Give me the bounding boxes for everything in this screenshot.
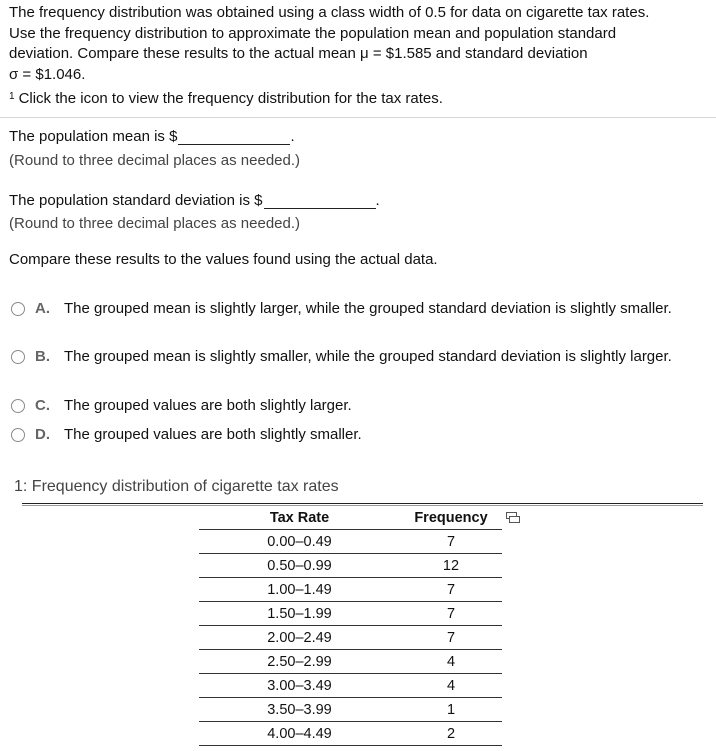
table-row <box>199 722 502 746</box>
header-tax-rate: Tax Rate <box>199 506 400 530</box>
tax-rate-cell: 3.00–3.49 <box>199 674 400 698</box>
choice-d[interactable] <box>11 426 701 455</box>
mean-question: The population mean is $ . <box>9 128 295 145</box>
table-row <box>199 698 502 722</box>
reference-rule <box>22 503 703 504</box>
table-header-row <box>199 506 502 530</box>
frequency-cell: 7 <box>400 602 502 626</box>
frequency-cell: 1 <box>400 698 502 722</box>
compare-text: Compare these results to the values found using the actual data. <box>9 251 438 268</box>
mean-answer-input[interactable] <box>178 128 290 145</box>
prompt-line: deviation. Compare these results to the actual mean μ = $1.585 and standard deviation <box>9 45 588 62</box>
question-prompt <box>9 3 709 85</box>
prompt-line: σ = $1.046. <box>9 65 86 83</box>
choice-text: The grouped mean is slightly larger, while the grouped standard deviation is slightly smaller. <box>64 300 672 317</box>
choice-text: The grouped values are both slightly smaller. <box>64 426 362 443</box>
frequency-cell: 4 <box>400 674 502 698</box>
table-row <box>199 554 502 578</box>
choice-letter: A. <box>35 300 50 317</box>
choice-letter: B. <box>35 348 50 365</box>
table-row <box>199 602 502 626</box>
choice-c[interactable] <box>11 397 701 426</box>
choice-text: The grouped values are both slightly larger. <box>64 397 352 414</box>
mean-hint: (Round to three decimal places as needed.) <box>9 152 301 169</box>
frequency-cell: 2 <box>400 722 502 746</box>
choice-letter: C. <box>35 397 50 414</box>
tax-rate-cell: 1.50–1.99 <box>199 602 400 626</box>
prompt-line: The frequency distribution was obtained using a class width of 0.5 for data on cigarette tax rates. <box>9 4 650 21</box>
radio-button[interactable] <box>11 350 25 364</box>
table-row <box>199 578 502 602</box>
tax-rate-cell: 3.50–3.99 <box>199 698 400 722</box>
copy-icon[interactable] <box>506 512 520 524</box>
table-row <box>199 674 502 698</box>
tax-rate-cell: 1.00–1.49 <box>199 578 400 602</box>
prompt-line: Use the frequency distribution to approximate the population mean and population standard <box>9 24 617 42</box>
choice-text: The grouped mean is slightly smaller, while the grouped standard deviation is slightly larger. <box>64 348 672 365</box>
frequency-cell: 7 <box>400 578 502 602</box>
tax-rate-cell: 4.00–4.49 <box>199 722 400 746</box>
tax-rate-cell: 2.50–2.99 <box>199 650 400 674</box>
radio-button[interactable] <box>11 428 25 442</box>
footnote-link[interactable] <box>9 89 443 109</box>
sd-label: The population standard deviation is $ <box>9 192 263 209</box>
mean-label: The population mean is $ <box>9 128 178 145</box>
choice-a[interactable] <box>11 300 701 348</box>
footnote-text: Click the icon to view the frequency distribution for the tax rates. <box>18 90 443 107</box>
radio-button[interactable] <box>11 399 25 413</box>
frequency-cell: 4 <box>400 650 502 674</box>
frequency-cell: 7 <box>400 626 502 650</box>
radio-button[interactable] <box>11 302 25 316</box>
frequency-table <box>199 506 502 746</box>
footnote-marker: 1 <box>9 91 15 102</box>
choice-list <box>11 300 701 455</box>
frequency-cell: 12 <box>400 554 502 578</box>
divider <box>0 117 716 118</box>
tax-rate-cell: 0.50–0.99 <box>199 554 400 578</box>
sd-question: The population standard deviation is $ . <box>9 192 380 209</box>
table-row <box>199 650 502 674</box>
choice-letter: D. <box>35 426 50 443</box>
reference-title: 1: Frequency distribution of cigarette tax rates <box>14 478 339 495</box>
sd-answer-input[interactable] <box>264 192 376 209</box>
tax-rate-cell: 0.00–0.49 <box>199 530 400 554</box>
choice-b[interactable] <box>11 348 701 397</box>
table-row <box>199 626 502 650</box>
header-frequency: Frequency <box>400 506 502 530</box>
sd-hint: (Round to three decimal places as needed.) <box>9 215 301 232</box>
table-row <box>199 530 502 554</box>
frequency-cell: 7 <box>400 530 502 554</box>
tax-rate-cell: 2.00–2.49 <box>199 626 400 650</box>
